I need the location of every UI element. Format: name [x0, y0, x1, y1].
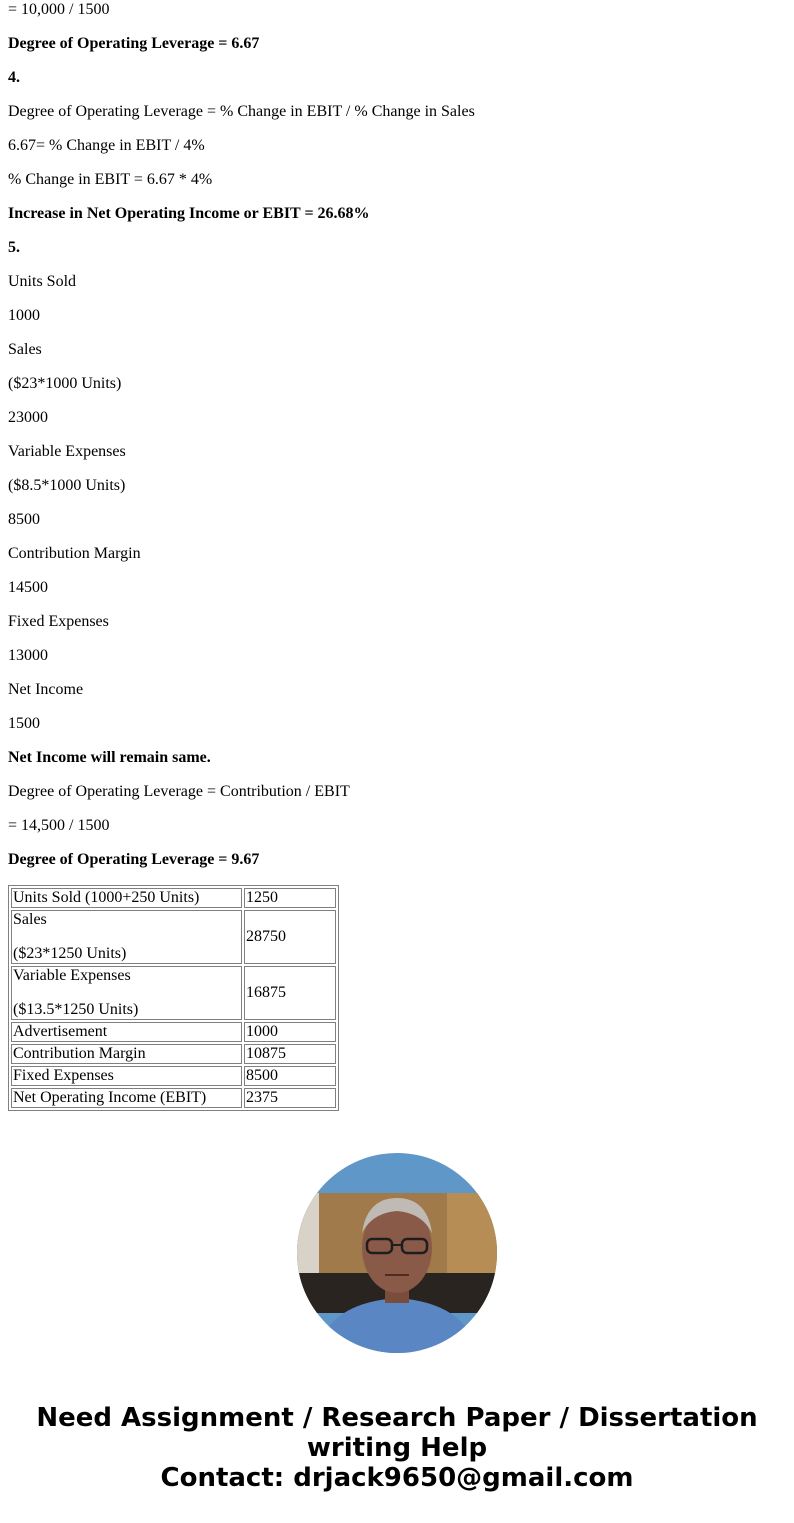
row-label — [11, 1066, 242, 1086]
table-row — [11, 910, 336, 964]
row-value: 10875 — [244, 1044, 336, 1064]
calculation-table — [8, 885, 339, 1111]
promo-contact[interactable]: Contact: drjack9650@gmail.com — [160, 1463, 634, 1493]
text-line: Degree of Operating Leverage = % Change in EBIT / % Change in Sales — [8, 103, 475, 120]
text-line: ($23*1000 Units) — [8, 375, 122, 392]
table-row — [11, 1066, 336, 1086]
text-line: 14500 — [8, 579, 48, 596]
row-label — [11, 1044, 242, 1064]
text-line: 6.67= % Change in EBIT / 4% — [8, 137, 205, 154]
text-line: Sales — [8, 341, 42, 358]
row-label — [11, 966, 242, 1020]
result-line: Degree of Operating Leverage = 9.67 — [8, 851, 260, 868]
row-value: 8500 — [244, 1066, 336, 1086]
row-label-text: ($23*1250 Units) — [13, 945, 127, 962]
text-line: 23000 — [8, 409, 48, 426]
row-label-text: Units Sold (1000+250 Units) — [13, 889, 200, 906]
row-label — [11, 1088, 242, 1108]
text-line: 1000 — [8, 307, 40, 324]
author-photo — [297, 1153, 497, 1353]
author-avatar — [297, 1153, 497, 1353]
table-row — [11, 1022, 336, 1042]
row-label — [11, 1022, 242, 1042]
promo-line-2: writing Help — [306, 1433, 488, 1463]
row-label — [11, 910, 242, 964]
result-line: Increase in Net Operating Income or EBIT = 26.68% — [8, 205, 370, 222]
row-label-text: Advertisement — [13, 1023, 108, 1040]
row-label-text: Net Operating Income (EBIT) — [13, 1089, 207, 1106]
row-value: 16875 — [244, 966, 336, 1020]
table-row — [11, 888, 336, 908]
table-row — [11, 1044, 336, 1064]
row-label-text: Contribution Margin — [13, 1045, 146, 1062]
text-line: = 14,500 / 1500 — [8, 817, 110, 834]
row-label — [11, 888, 242, 908]
table-row — [11, 1088, 336, 1108]
promo-banner — [0, 1403, 794, 1493]
result-line: 5. — [8, 239, 20, 256]
text-line: Units Sold — [8, 273, 77, 290]
text-line: % Change in EBIT = 6.67 * 4% — [8, 171, 213, 188]
text-line: Contribution Margin — [8, 545, 141, 562]
result-line: 4. — [8, 69, 20, 86]
row-label-text: ($13.5*1250 Units) — [13, 1001, 139, 1018]
table-row — [11, 966, 336, 1020]
result-line: Degree of Operating Leverage = 6.67 — [8, 35, 260, 52]
promo-line-1: Need Assignment / Research Paper / Dissertation — [36, 1403, 758, 1433]
text-line: 8500 — [8, 511, 40, 528]
result-line: Net Income will remain same. — [8, 749, 211, 766]
row-label-text: Sales — [13, 911, 47, 928]
text-line: 1500 — [8, 715, 40, 732]
row-value: 1000 — [244, 1022, 336, 1042]
text-line: 13000 — [8, 647, 48, 664]
row-label-text: Fixed Expenses — [13, 1067, 114, 1084]
text-line: ($8.5*1000 Units) — [8, 477, 126, 494]
row-label-text: Variable Expenses — [13, 967, 131, 984]
row-value: 28750 — [244, 910, 336, 964]
text-line: Variable Expenses — [8, 443, 126, 460]
text-line: Net Income — [8, 681, 84, 698]
text-line: Degree of Operating Leverage = Contribution / EBIT — [8, 783, 350, 800]
text-line: = 10,000 / 1500 — [8, 1, 110, 18]
row-value: 2375 — [244, 1088, 336, 1108]
text-line: Fixed Expenses — [8, 613, 109, 630]
row-value: 1250 — [244, 888, 336, 908]
